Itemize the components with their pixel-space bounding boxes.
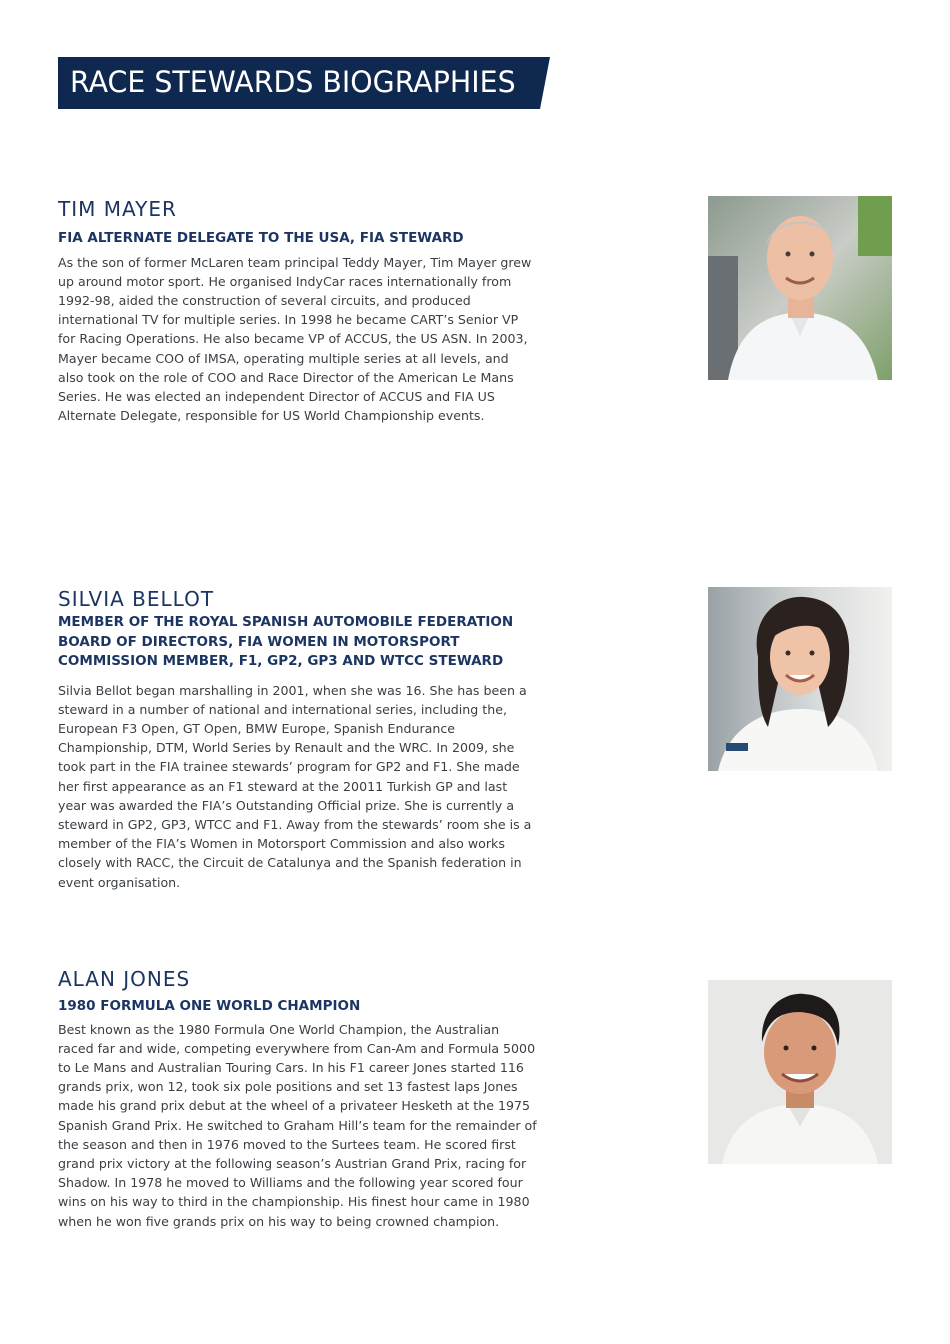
steward-name: ALAN JONES (58, 967, 191, 991)
steward-bio: Best known as the 1980 Formula One World Champion, the Australian raced far and wide, competing everywhere from Can-Am and Formula 5000 to Le Mans and Australian Touring Cars. In his F1 career Jones started 116 grands prix, won 12, took six pole positions and set 13 fastest laps Jones made his grand prix debut at the wheel of a privateer Hesketh at the 1975 Spanish Grand Prix. He switched to Graham Hill’s team for the remainder of the season and then in 1976 moved to the Surtees team. He scored first grand prix victory at the following season’s Austrian Grand Prix, racing for Shadow. In 1978 he moved to Williams and the following year scored four wins on his way to third in the championship. His finest hour came in 1980 when he won five grands prix on his way to being crowned champion. (58, 1021, 537, 1229)
steward-name: TIM MAYER (58, 197, 177, 221)
portrait-photo-alan-jones (708, 980, 892, 1164)
steward-bio: As the son of former McLaren team principal Teddy Mayer, Tim Mayer grew up around motor sport. He organised IndyCar races internationally from 1992-98, aided the construction of several circuits, and produced international TV for multiple series. In 1998 he became CART’s Senior VP for Racing Operations. He also became VP of ACCUS, the US ASN. In 2003, Mayer became COO of IMSA, operating multiple series at all levels, and also took on the role of COO and Race Director of the American Le Mans Series. He was elected an independent Director of ACCUS and FIA US Alternate Delegate, responsible for US World Championship events. (58, 254, 532, 424)
steward-alan-jones (58, 966, 894, 1231)
title-banner (58, 57, 550, 109)
steward-role: FIA ALTERNATE DELEGATE TO THE USA, FIA STEWARD (58, 230, 464, 246)
page-title: RACE STEWARDS BIOGRAPHIES (70, 65, 516, 99)
steward-bio: Silvia Bellot began marshalling in 2001, when she was 16. She has been a steward in a number of national and international series, including the, European F3 Open, GT Open, BMW Europe, Spanish Endurance Championship, DTM, World Series by Renault and the WRC. In 2009, she took part in the FIA trainee stewards’ program for GP2 and F1. She made her first appearance as an F1 steward at the 20011 Turkish GP and last year was awarded the FIA’s Outstanding Official prize. She is currently a steward in GP2, GP3, WTCC and F1. Away from the stewards’ room she is a member of the FIA’s Women in Motorsport Commission and also works closely with RACC, the Circuit de Catalunya and the Spanish federation in event organisation. (58, 682, 532, 890)
steward-role: 1980 FORMULA ONE WORLD CHAMPION (58, 998, 361, 1014)
steward-tim-mayer (58, 196, 894, 425)
portrait-photo-silvia-bellot (708, 587, 892, 771)
steward-role: MEMBER OF THE ROYAL SPANISH AUTOMOBILE FEDERATION BOARD OF DIRECTORS, FIA WOMEN IN MOTORSPORT COMMISSION MEMBER, F1, GP2, GP3 AND WTCC STEWARD (58, 614, 514, 669)
steward-name: SILVIA BELLOT (58, 587, 215, 611)
portrait-photo-tim-mayer (708, 196, 892, 380)
steward-silvia-bellot (58, 586, 894, 892)
